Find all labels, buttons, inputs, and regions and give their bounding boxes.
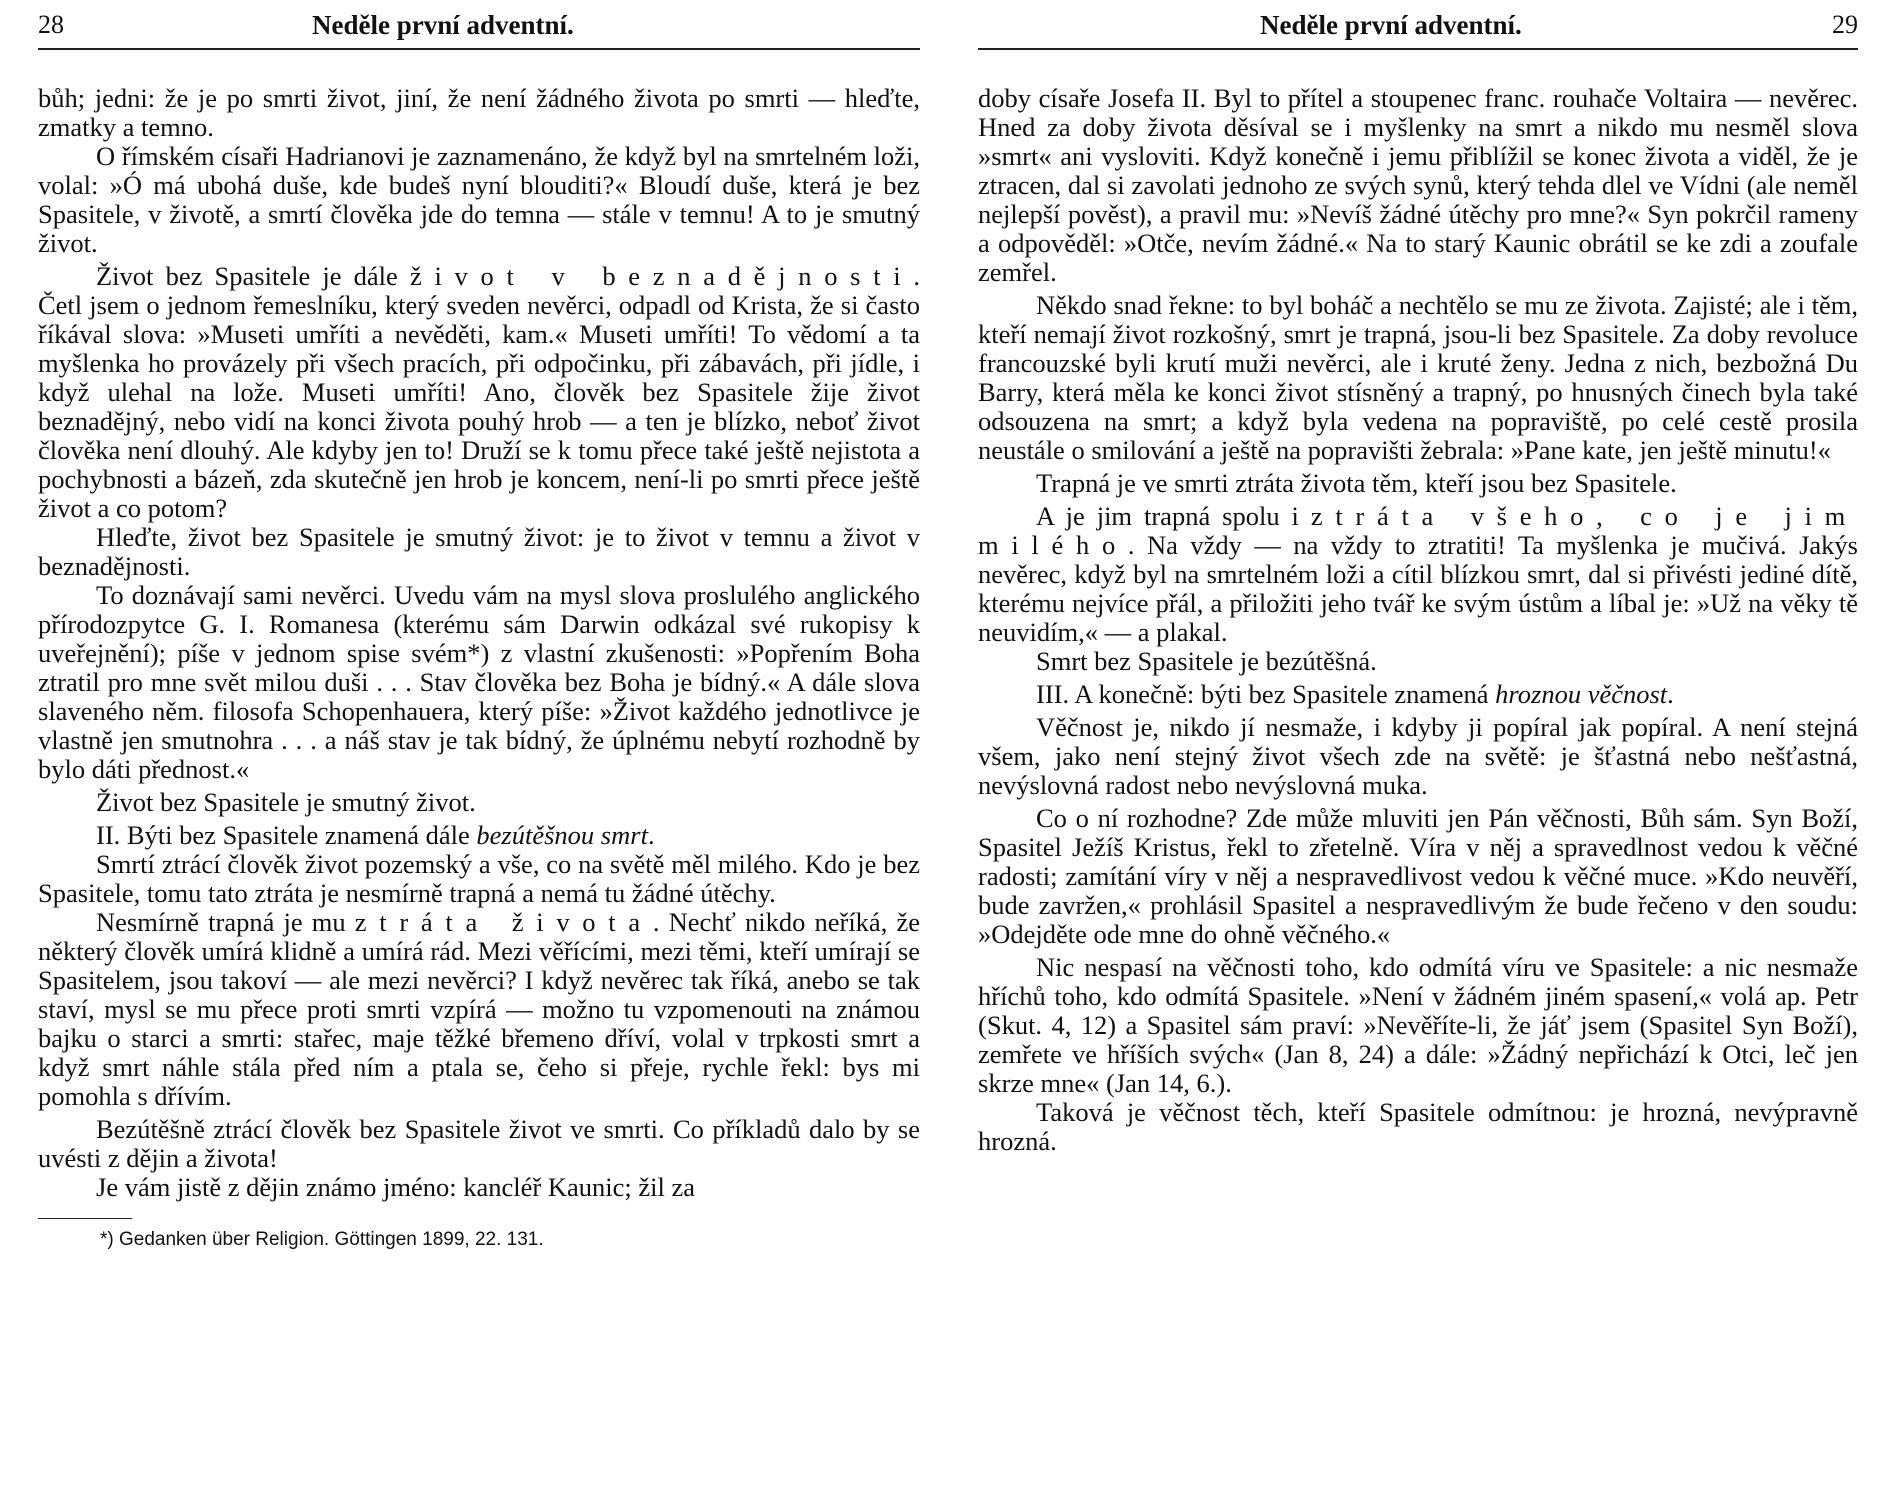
right-page-body — [978, 84, 1858, 1156]
paragraph — [38, 908, 920, 1111]
paragraph-text: doby císaře Josefa II. Byl to přítel a stoupenec franc. rouhače Voltaira — nevěrec. Hned za doby života děsíval se i myšlenky na smrt a nikdo mu nesměl slova »smrt« ani vysloviti. Když konečně i jemu přiblížil se konec života a viděl, že je ztracen, dal si zavolati jednoho ze svých synů, který tehda dlel ve Vídni (ale neměl nejlepší pověst), a pravil mu: »Nevíš žádné útěchy pro mne?« Syn pokrčil rameny a odpověděl: »Otče, nevím žádné.« Na to starý Kaunic obrátil se ke zdi a zoufale zemřel. — [978, 83, 1858, 287]
paragraph-text: Trapná je ve smrti ztráta života těm, kteří jsou bez Spasitele. — [1036, 468, 1677, 498]
spaced-emphasis: život v beznadějnosti — [409, 261, 914, 291]
spaced-emphasis: ztráta života — [354, 907, 653, 937]
running-head: Neděle první adventní. — [312, 10, 574, 40]
paragraph-text: . Na vždy — na vždy to ztratiti! Ta myšlenka je mučivá. Jakýs nevěrec, když byl na smrtelném loži a cítil blízkou smrt, dal si přivésti jediné dítě, kterému nejvíce přál, a přiložiti jeho tvář ke svým ústům a líbal je: »Už na věky tě neuvidím,« — a plakal. — [978, 530, 1858, 647]
paragraph-text: Někdo snad řekne: to byl boháč a nechtělo se mu ze života. Zajisté; ale i těm, kteří nemají život rozkošný, smrt je trapná, jsou-li bez Spasitele. Za doby revoluce francouzské byli krutí muži nevěrci, ale i kruté ženy. Jedna z nich, bezbožná Du Barry, která měla ke konci život stísněný a trapný, po hnusných činech byla také odsouzena na smrt; a když byla vedena na popraviště, po celé cestě prosila neustále o smilování a ještě na popravišti žebrala: »Pane kate, jen ještě minutu!« — [978, 290, 1858, 465]
paragraph — [978, 713, 1858, 800]
paragraph-text: Nesmírně trapná je mu — [96, 907, 355, 937]
paragraph-text: . Nechť nikdo neříká, že některý člověk umírá klidně a umírá rád. Mezi věřícími, mezi těmi, kteří umírají se Spasitelem, jsou takoví — ale mezi nevěrci? I když nevěrec tak říká, anebo se tak staví, mysl se mu přece proti smrti vzpírá — možno tu vzpomenouti na známou bajku o starci a smrti: stařec, maje těžké břemeno dříví, volal v trpkosti smrt a když smrt náhle stála před ním a ptala se, čeho si přeje, rychle řekl: bys mi pomohla s dřívím. — [38, 907, 920, 1111]
spaced-emphasis: ztráta všeho, co je jim milého — [978, 501, 1858, 560]
right-page-header — [978, 8, 1858, 50]
paragraph — [38, 581, 920, 784]
paragraph — [38, 262, 920, 523]
paragraph-text: Nic nespasí na věčnosti toho, kdo odmítá víru ve Spasitele: a nic nesmaže hříchů toho, kdo odmítá Spasitele. »Není v žádném jiném spasení,« volá ap. Petr (Skut. 4, 12) a Spasitel sám praví: »Nevěříte-li, že jáť jsem (Spasitel Syn Boží), zemřete ve hříších svých« (Jan 8, 24) a dále: »Žádný nepřichází k Otci, leč jen skrze mne« (Jan 14, 6.). — [978, 952, 1858, 1098]
paragraph-text: Život bez Spasitele je dále — [96, 261, 410, 291]
paragraph — [38, 523, 920, 581]
paragraph-text: Je vám jistě z dějin známo jméno: kancléř Kaunic; žil za — [96, 1172, 695, 1202]
paragraph-text: To doznávají sami nevěrci. Uvedu vám na mysl slova proslulého anglického přírodozpytce G. I. Romanesa (kterému sám Darwin odkázal své rukopisy k uveřejnění); píše v jednom spise svém*) z vlastní zkušenosti: »Popřením Boha ztratil pro mne svět milou duši . . . Stav člověka bez Boha je bídný.« A dále slova slaveného něm. filosofa Schopenhauera, který píše: »Život každého jednotlivce je vlastně jen smutnohra . . . a náš stav je tak bídný, že úplnému nebytí rozhodně by bylo dáti přednost.« — [38, 580, 920, 784]
paragraph — [38, 84, 920, 142]
left-page-header — [38, 8, 920, 50]
left-page — [38, 0, 920, 1251]
paragraph — [38, 1173, 920, 1202]
paragraph-text: Co o ní rozhodne? Zde může mluviti jen Pán věčnosti, Bůh sám. Syn Boží, Spasitel Ježíš Kristus, řekl to zřetelně. Víra v něj a spravedlnost vedou k věčné radosti; zamítání víry v něj a nespravedlivost vedou k věčné muce. »Kdo neuvěří, bude zavržen,« prohlásil Spasitel a nespravedlivým že bude řečeno v den soudu: »Odejděte ode mne do ohně věčného.« — [978, 803, 1858, 949]
paragraph-text: O římském císaři Hadrianovi je zaznamenáno, že když byl na smrtelném loži, volal: »Ó má ubohá duše, kde budeš nyní blouditi?« Bloudí duše, která je bez Spasitele, v životě, a smrtí člověka jde do temna — stále v temnu! A to je smutný život. — [38, 141, 920, 258]
footnote: *) Gedanken über Religion. Göttingen 1899, 22. 131. — [100, 1229, 544, 1250]
italic-emphasis: bezútěšnou smrt — [476, 820, 648, 850]
paragraph-text: Smrt bez Spasitele je bezútěšná. — [1036, 646, 1377, 676]
paragraph — [38, 1115, 920, 1173]
left-page-body — [38, 84, 920, 1251]
paragraph-text: III. A konečně: býti bez Spasitele znamená — [1036, 679, 1496, 709]
paragraph-text: Taková je věčnost těch, kteří Spasitele odmítnou: je hrozná, nevýpravně hrozná. — [978, 1097, 1858, 1156]
paragraph-text: . Četl jsem o jednom řemeslníku, který sveden nevěrci, odpadl od Krista, že si často říkával slova: »Museti umříti a nevěděti, kam.« Museti umříti! To vědomí a ta myšlenka ho provázely při všech pracích, při odpočinku, při zábavách, při jídle, i když ulehal na lože. Museti umříti! Ano, člověk bez Spasitele žije život beznadějný, nebo vidí na konci života pouhý hrob — a ten je blízko, neboť život člověka není dlouhý. Ale kdyby jen to! Druží se k tomu přece také ještě nejistota a pochybnosti a bázeň, zda skutečně jen hrob je koncem, není-li po smrti přece ještě život a co potom? — [38, 261, 921, 523]
paragraph — [978, 291, 1858, 465]
page-number: 29 — [1832, 10, 1858, 39]
italic-emphasis: hroznou věčnost — [1495, 679, 1668, 709]
paragraph — [38, 850, 920, 908]
paragraph-text: Bezútěšně ztrácí člověk bez Spasitele život ve smrti. Co příkladů dalo by se uvésti z dějin a života! — [38, 1114, 920, 1173]
paragraph — [978, 804, 1858, 949]
page-number: 28 — [38, 10, 64, 39]
paragraph — [38, 142, 920, 258]
paragraph-text: bůh; jedni: že je po smrti život, jiní, že není žádného života po smrti — hleďte, zmatky a temno. — [38, 83, 920, 142]
paragraph-text: Smrtí ztrácí člověk život pozemský a vše, co na světě měl milého. Kdo je bez Spasitele, tomu tato ztráta je nesmírně trapná a nemá tu žádné útěchy. — [38, 849, 920, 908]
paragraph-text: Hleďte, život bez Spasitele je smutný život: je to život v temnu a život v beznadějnosti. — [38, 522, 920, 581]
paragraph — [978, 1098, 1858, 1156]
paragraph — [978, 953, 1858, 1098]
running-head: Neděle první adventní. — [1260, 10, 1522, 40]
right-page — [978, 0, 1858, 1156]
paragraph — [978, 647, 1858, 676]
paragraph-text: . — [647, 820, 655, 850]
footnote-rule — [38, 1218, 132, 1219]
paragraph-text: A je jim trapná spolu i — [1036, 501, 1311, 531]
paragraph-text: . — [1667, 679, 1674, 709]
section-heading — [38, 821, 920, 850]
paragraph — [978, 84, 1858, 287]
paragraph — [978, 469, 1858, 498]
section-heading — [978, 680, 1858, 709]
paragraph-text: Život bez Spasitele je smutný život. — [96, 787, 476, 817]
paragraph — [978, 502, 1858, 647]
paragraph — [38, 788, 920, 817]
paragraph-text: II. Býti bez Spasitele znamená dále — [96, 820, 477, 850]
paragraph-text: Věčnost je, nikdo jí nesmaže, i kdyby ji popíral jak popíral. A není stejná všem, jako není stejný život všech zde na světě: je šťastná nebo nešťastná, nevýslovná radost nebo nevýslovná muka. — [978, 712, 1858, 800]
